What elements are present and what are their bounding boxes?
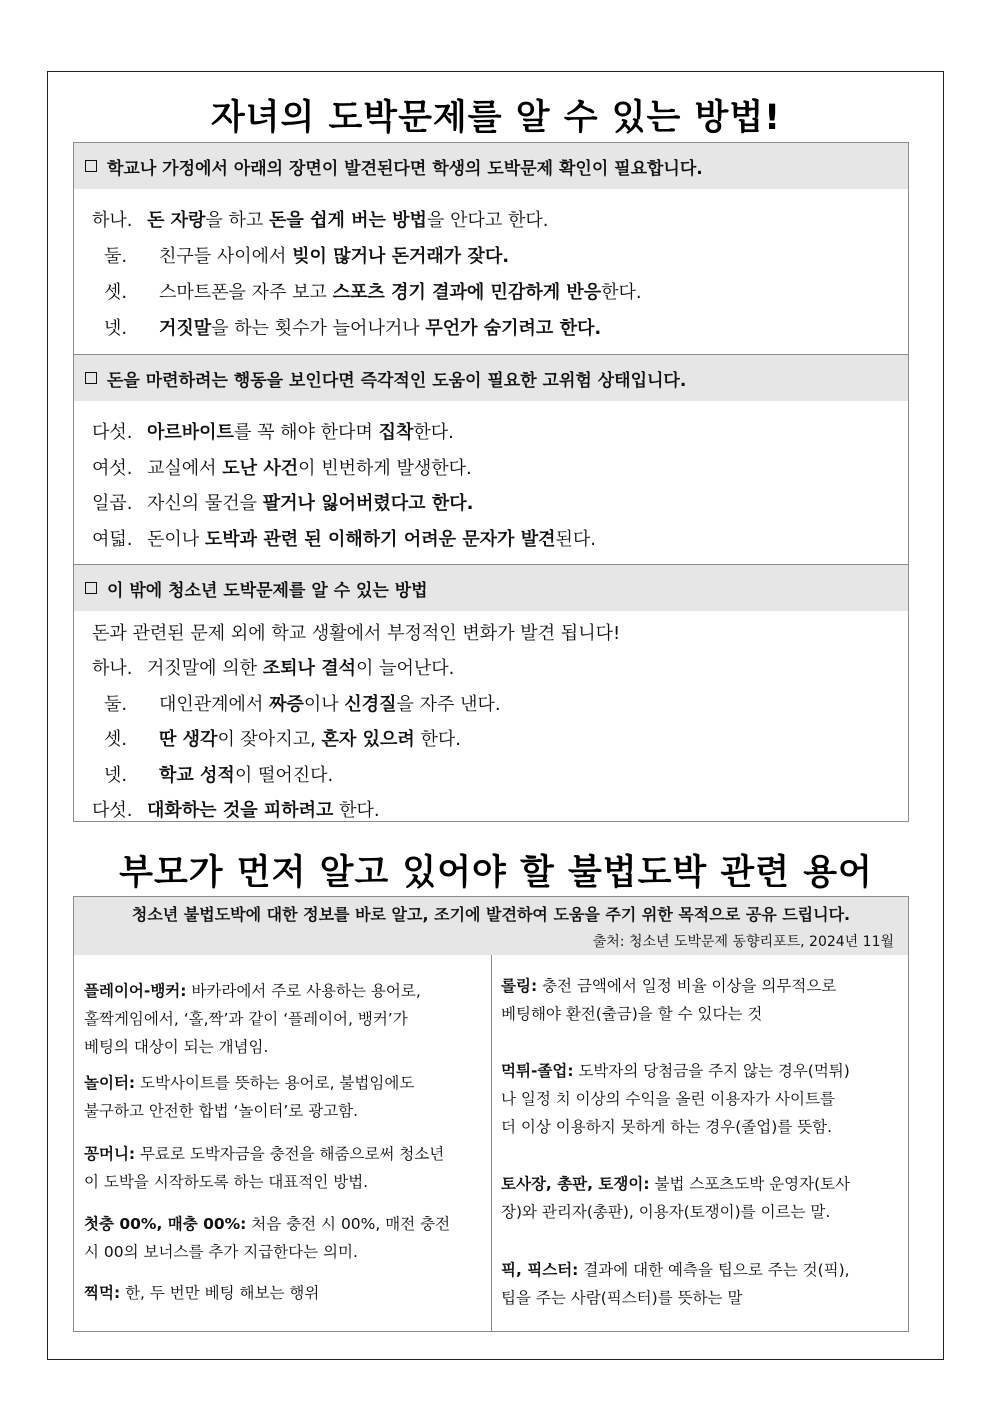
emphasis-text: 도박과 관련 된 이해하기 어려운 문자가 발견 [204, 528, 556, 550]
emphasis-text: 돈을 쉽게 버는 방법 [269, 210, 427, 231]
terms-header [74, 897, 908, 955]
term-name: 찍먹: [84, 1284, 121, 1302]
term-description: 충전 금액에서 일정 비율 이상을 의무적으로 베팅해야 환전(출금)을 할 수 있다는 것 [501, 977, 837, 1023]
list-item [92, 206, 548, 232]
section-header-3 [74, 564, 908, 611]
checkbox-icon [85, 160, 97, 172]
term-description: 도박자의 당첨금을 주지 않는 경우(먹튀) 나 일정 치 이상의 수익을 올린 이용자가 사이트를 더 이상 이용하지 못하게 하는 경우(졸업)를 뜻함. [501, 1062, 850, 1136]
column-divider [491, 955, 492, 1331]
list-item [104, 278, 642, 304]
term-entry [501, 1057, 901, 1141]
term-entry [501, 1170, 901, 1226]
section-header-1 [74, 143, 908, 189]
emphasis-text: 스포츠 경기 결과에 민감하게 반응 [332, 282, 602, 303]
term-name: 플레이어-뱅커: [84, 982, 187, 1000]
list-item [104, 690, 501, 716]
emphasis-text: 아르바이트 [147, 422, 234, 443]
item-text: 이 빈번하게 발생한다. [298, 457, 472, 479]
emphasis-text: 무언가 숨기려고 한다. [425, 318, 602, 339]
emphasis-text: 돈 자랑 [147, 210, 206, 231]
item-text: 친구들 사이에서 [159, 246, 293, 267]
emphasis-text: 집착 [378, 422, 414, 443]
checkbox-icon [85, 372, 97, 384]
terms-box [73, 896, 909, 1332]
list-item [92, 525, 596, 551]
emphasis-text: 빚이 많거나 돈거래가 잦다. [292, 246, 510, 267]
item-text: 교실에서 [147, 457, 223, 479]
item-number: 일곱. [92, 493, 133, 514]
item-text: 한다. [414, 729, 461, 750]
emphasis-text: 대화하는 것을 피하려고 [147, 800, 334, 821]
item-number: 넷. [104, 764, 128, 786]
term-description: 결과에 대한 예측을 팁으로 주는 것(픽), 팁을 주는 사람(픽스터)를 뜻하는 말 [501, 1261, 850, 1307]
terms-header-text: 청소년 불법도박에 대한 정보를 바로 알고, 조기에 발견하여 도움을 주기 위한 목적으로 공유 드립니다. [131, 905, 851, 924]
checkbox-icon [85, 582, 97, 594]
item-text: 자신의 물건을 [147, 493, 263, 514]
list-item [92, 489, 473, 515]
term-description: 바카라에서 주로 사용하는 용어로, 홀짝게임에서, ‘홀,짝’과 같이 ‘플레이어, 뱅커’가 베팅의 대상이 되는 개념임. [84, 982, 421, 1056]
term-entry [84, 977, 484, 1061]
item-text: 스마트폰을 자주 보고 [159, 282, 333, 303]
term-entry [501, 1256, 901, 1312]
term-entry [501, 972, 901, 1028]
terms-source: 출처: 청소년 도박문제 동향리포트, 2024년 11월 [592, 934, 894, 950]
term-name: 토사장, 총판, 토쟁이: [501, 1175, 650, 1193]
emphasis-text: 신경질 [344, 693, 397, 715]
item-number: 둘. [104, 693, 128, 715]
item-number: 여덟. [92, 528, 133, 550]
term-name: 픽, 픽스터: [501, 1261, 579, 1279]
item-number: 하나. [92, 210, 133, 231]
item-text: 한다. [601, 282, 642, 303]
item-number: 넷. [104, 318, 128, 339]
term-name: 먹튀-졸업: [501, 1062, 574, 1080]
item-text: 한다. [413, 422, 454, 443]
item-number: 하나. [92, 658, 133, 679]
term-description: 무료로 도박자금을 충전을 해줌으로써 청소년 이 도박을 시작하도록 하는 대표적인 방법. [84, 1145, 445, 1191]
item-text: 돈이나 [147, 528, 205, 550]
item-text: 이 늘어난다. [356, 658, 455, 679]
page-title: 자녀의 도박문제를 알 수 있는 방법! [210, 98, 782, 138]
item-text: 이 잦아지고, [217, 729, 322, 750]
item-text: 을 안다고 한다. [426, 210, 549, 231]
list-item [92, 418, 454, 444]
item-text: 을 하고 [205, 210, 270, 231]
warning-signs-box [73, 142, 909, 822]
emphasis-text: 거짓말 [159, 318, 212, 339]
item-number: 다섯. [92, 800, 133, 821]
item-text: 거짓말에 의한 [147, 658, 263, 679]
section-3-intro: 돈과 관련된 문제 외에 학교 생활에서 부정적인 변화가 발견 됩니다! [92, 623, 621, 644]
item-text: 대인관계에서 [159, 693, 270, 715]
section-header-text: 이 밖에 청소년 도박문제를 알 수 있는 방법 [107, 580, 428, 601]
emphasis-text: 혼자 있으려 [321, 729, 415, 750]
term-entry [84, 1140, 484, 1196]
item-number: 둘. [104, 246, 128, 267]
term-entry [84, 1210, 484, 1266]
list-item [104, 242, 509, 268]
list-item [92, 454, 472, 480]
list-item [104, 725, 461, 751]
section-header-2 [74, 354, 908, 401]
term-description: 한, 두 번만 베팅 해보는 행위 [120, 1284, 320, 1302]
term-name: 놀이터: [84, 1074, 136, 1092]
item-number: 여섯. [92, 457, 133, 479]
emphasis-text: 도난 사건 [222, 457, 299, 479]
item-number: 셋. [104, 282, 128, 303]
item-text: 이나 [303, 693, 345, 715]
list-item [104, 761, 333, 787]
term-name: 롤링: [501, 977, 538, 995]
section-header-text: 돈을 마련하려는 행동을 보인다면 즉각적인 도움이 필요한 고위험 상태입니다. [107, 370, 687, 391]
emphasis-text: 딴 생각 [159, 729, 218, 750]
item-text: 을 자주 낸다. [396, 693, 501, 715]
term-entry [84, 1069, 484, 1125]
emphasis-text: 학교 성적 [159, 764, 235, 786]
item-number: 셋. [104, 729, 128, 750]
term-entry [84, 1279, 484, 1307]
list-item [92, 796, 380, 822]
list-item [104, 314, 601, 340]
term-description: 처음 충전 시 00%, 매전 충전 시 00의 보너스를 추가 지급한다는 의미. [84, 1215, 451, 1261]
emphasis-text: 팔거나 잃어버렸다고 한다. [262, 493, 474, 514]
item-text: 를 꼭 해야 한다며 [233, 422, 379, 443]
section-header-text: 학교나 가정에서 아래의 장면이 발견된다면 학생의 도박문제 확인이 필요합니다. [107, 158, 703, 179]
term-name: 첫충 00%, 매충 00%: [84, 1215, 247, 1233]
item-number: 다섯. [92, 422, 133, 443]
term-description: 도박사이트를 뜻하는 용어로, 불법임에도 불구하고 안전한 합법 ‘놀이터’로 광고함. [84, 1074, 415, 1120]
emphasis-text: 짜증 [269, 693, 304, 715]
term-description: 불법 스포츠도박 운영자(토사 장)와 관리자(총판), 이용자(토쟁이)를 이르는 말. [501, 1175, 851, 1221]
item-text: 을 하는 횟수가 늘어나거나 [211, 318, 426, 339]
term-name: 꽁머니: [84, 1145, 136, 1163]
terms-title: 부모가 먼저 알고 있어야 할 불법도박 관련 용어 [119, 853, 873, 893]
item-text: 한다. [333, 800, 380, 821]
item-text: 이 떨어진다. [234, 764, 334, 786]
emphasis-text: 조퇴나 결석 [262, 658, 356, 679]
list-item [92, 654, 454, 680]
item-text: 된다. [555, 528, 596, 550]
